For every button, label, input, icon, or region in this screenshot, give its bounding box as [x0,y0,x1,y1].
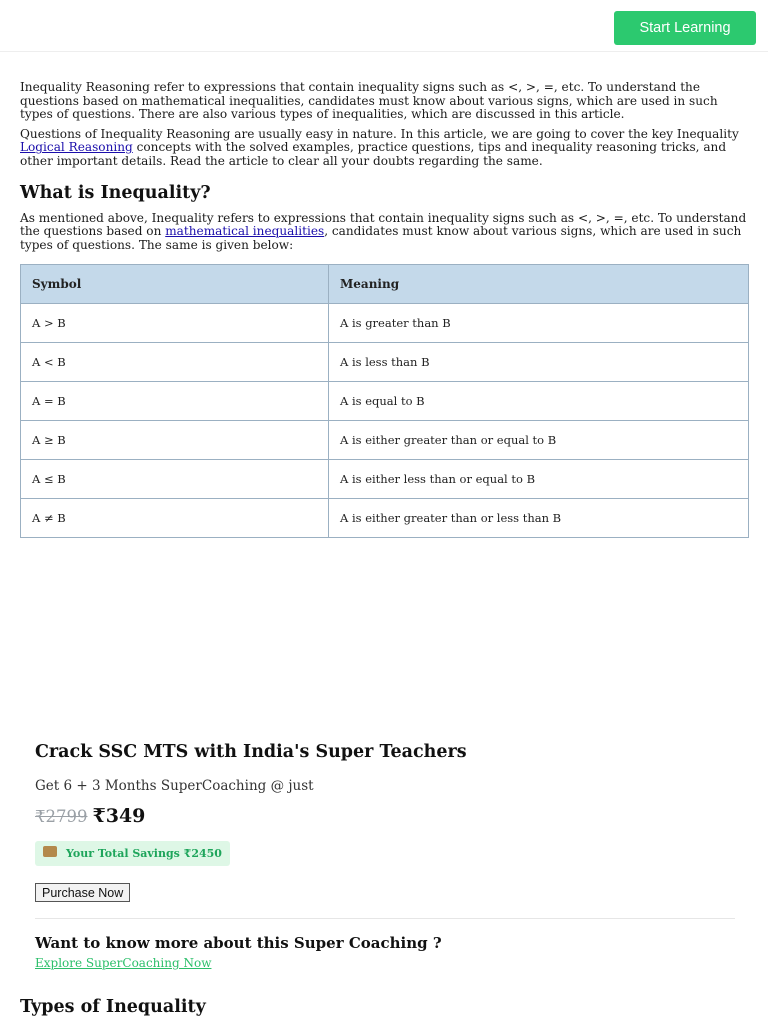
promo-subtitle: Get 6 + 3 Months SuperCoaching @ just [35,778,314,794]
meaning-cell: A is greater than B [329,304,749,343]
meaning-cell: A is either greater than or equal to B [329,421,749,460]
meaning-cell: A is less than B [329,343,749,382]
symbol-cell: A ≥ B [21,421,329,460]
intro-p2-text-after: concepts with the solved examples, practice questions, tips and inequality reasoning tricks, and other important details. Read the article to clear all your doubts regarding the same. [20,140,727,168]
more-info-title: Want to know more about this Super Coaching ? [35,934,442,952]
symbol-cell: A > B [21,304,329,343]
symbol-cell: A = B [21,382,329,421]
header-symbol: Symbol [21,265,329,304]
meaning-cell: A is either less than or equal to B [329,460,749,499]
wallet-icon [43,846,57,857]
article-content [20,81,748,538]
symbol-cell: A ≤ B [21,460,329,499]
table-header-row [21,265,749,304]
table-row [21,499,749,538]
new-price: ₹349 [92,805,146,827]
table-row [21,343,749,382]
table-row [21,382,749,421]
promo-title: Crack SSC MTS with India's Super Teachers [35,742,467,762]
purchase-now-button[interactable]: Purchase Now [35,883,130,902]
supercoaching-promo [35,739,735,971]
symbol-cell: A < B [21,343,329,382]
logical-reasoning-link[interactable]: Logical Reasoning [20,140,133,155]
table-row [21,460,749,499]
types-of-inequality-heading: Types of Inequality [20,997,206,1017]
savings-text: Your Total Savings ₹2450 [66,847,222,860]
explore-supercoaching-link[interactable]: Explore SuperCoaching Now [35,956,212,970]
header-meaning: Meaning [329,265,749,304]
intro-paragraph-2 [20,128,748,169]
intro-p2-text-before: Questions of Inequality Reasoning are usually easy in nature. In this article, we are going to cover the key Inequality [20,126,739,141]
section1-text-after: , candidates must know about various signs, which are used in such types of questions. The same is given below: [20,224,742,252]
meaning-cell: A is either greater than or less than B [329,499,749,538]
savings-badge [35,841,230,866]
intro-paragraph-1: Inequality Reasoning refer to expressions that contain inequality signs such as <, >, =, etc. To understand the questions based on mathematical inequalities, candidates must know about various signs, which are used in such types of questions. There are also various types of inequalities, which are discussed in this article. [20,80,718,122]
promo-divider [35,918,735,919]
section1-text-before: As mentioned above, Inequality refers to expressions that contain inequality signs such as <, >, =, etc. To understand the questions based on [20,210,747,239]
mathematical-inequalities-link[interactable]: mathematical inequalities [165,224,325,239]
symbol-cell: A ≠ B [21,499,329,538]
inequality-symbols-table [20,264,749,538]
what-is-inequality-heading: What is Inequality? [20,182,211,203]
start-learning-button[interactable]: Start Learning [614,11,756,45]
table-row [21,421,749,460]
section1-paragraph [20,212,748,253]
table-row [21,304,749,343]
old-price: ₹2799 [35,807,88,826]
meaning-cell: A is equal to B [329,382,749,421]
top-bar [0,0,768,52]
price-row [35,805,735,827]
